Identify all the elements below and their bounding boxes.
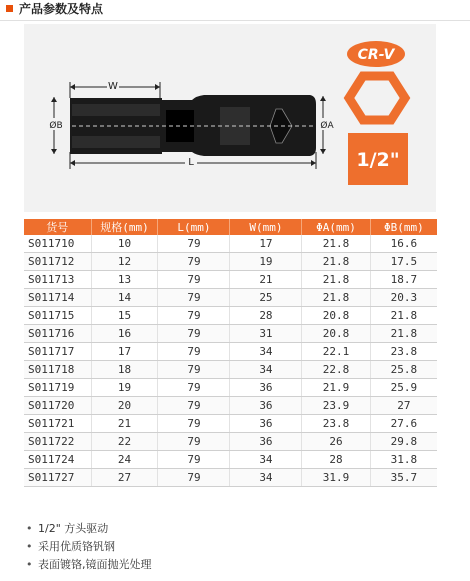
socket-drawing — [24, 24, 436, 212]
cell-size: 17 — [91, 343, 158, 361]
cell-a: 21.8 — [302, 271, 370, 289]
cell-w: 36 — [230, 433, 302, 451]
cell-a: 28 — [302, 451, 370, 469]
table-row — [24, 379, 437, 397]
feature-text: 表面镀铬,镜面抛光处理 — [38, 558, 152, 571]
cell-code: S011713 — [24, 271, 91, 289]
hexagon-icon — [349, 76, 405, 120]
cell-l: 79 — [158, 289, 230, 307]
feature-item — [24, 520, 444, 538]
cell-a: 22.1 — [302, 343, 370, 361]
feature-text: 1/2" 方头驱动 — [38, 522, 109, 535]
cell-a: 21.8 — [302, 235, 370, 253]
dim-w-label: W — [108, 81, 118, 92]
cell-w: 25 — [230, 289, 302, 307]
cell-code: S011722 — [24, 433, 91, 451]
bullet-icon: • — [26, 540, 33, 553]
cell-code: S011721 — [24, 415, 91, 433]
cell-l: 79 — [158, 325, 230, 343]
cell-size: 18 — [91, 361, 158, 379]
header-bullet-icon — [6, 5, 13, 12]
dim-a-label: ØA — [320, 121, 334, 131]
cell-b: 27.6 — [370, 415, 437, 433]
cell-b: 16.6 — [370, 235, 437, 253]
crv-badge — [347, 41, 405, 67]
cell-size: 13 — [91, 271, 158, 289]
cell-b: 29.8 — [370, 433, 437, 451]
cell-code: S011718 — [24, 361, 91, 379]
cell-a: 26 — [302, 433, 370, 451]
cell-size: 16 — [91, 325, 158, 343]
table-row — [24, 343, 437, 361]
bullet-icon: • — [26, 558, 33, 571]
bullet-icon: • — [26, 522, 33, 535]
cell-w: 31 — [230, 325, 302, 343]
col-header: L(mm) — [158, 219, 230, 235]
table-header-row — [24, 219, 437, 235]
feature-text: 采用优质铬钒钢 — [38, 540, 115, 553]
cell-b: 18.7 — [370, 271, 437, 289]
socket-body — [70, 95, 316, 156]
cell-a: 23.9 — [302, 397, 370, 415]
cell-l: 79 — [158, 433, 230, 451]
col-header: 规格(mm) — [91, 219, 158, 235]
cell-w: 34 — [230, 361, 302, 379]
cell-l: 79 — [158, 361, 230, 379]
section-title: 产品参数及特点 — [19, 2, 104, 16]
cell-code: S011719 — [24, 379, 91, 397]
cell-b: 21.8 — [370, 307, 437, 325]
cell-size: 24 — [91, 451, 158, 469]
cell-b: 21.8 — [370, 325, 437, 343]
cell-b: 25.8 — [370, 361, 437, 379]
cell-a: 31.9 — [302, 469, 370, 487]
dim-b-label: ØB — [49, 121, 63, 131]
cell-code: S011717 — [24, 343, 91, 361]
table-row — [24, 235, 437, 253]
cell-size: 14 — [91, 289, 158, 307]
table-row — [24, 325, 437, 343]
cell-a: 21.8 — [302, 253, 370, 271]
table-row — [24, 451, 437, 469]
feature-list — [24, 520, 444, 574]
cell-a: 22.8 — [302, 361, 370, 379]
cell-size: 15 — [91, 307, 158, 325]
cell-size: 22 — [91, 433, 158, 451]
col-header: ΦA(mm) — [302, 219, 370, 235]
table-row — [24, 307, 437, 325]
cell-a: 23.8 — [302, 415, 370, 433]
cell-size: 27 — [91, 469, 158, 487]
cell-l: 79 — [158, 253, 230, 271]
cell-w: 34 — [230, 469, 302, 487]
cell-b: 27 — [370, 397, 437, 415]
dim-b — [48, 97, 64, 154]
cell-code: S011715 — [24, 307, 91, 325]
dim-l-label: L — [188, 157, 194, 168]
table-row — [24, 433, 437, 451]
table-row — [24, 271, 437, 289]
cell-size: 19 — [91, 379, 158, 397]
cell-code: S011724 — [24, 451, 91, 469]
product-diagram — [24, 24, 436, 212]
table-row — [24, 415, 437, 433]
cell-w: 36 — [230, 397, 302, 415]
drive-size-badge — [348, 133, 408, 185]
cell-w: 19 — [230, 253, 302, 271]
cell-a: 20.8 — [302, 307, 370, 325]
cell-code: S011727 — [24, 469, 91, 487]
cell-b: 20.3 — [370, 289, 437, 307]
cell-b: 35.7 — [370, 469, 437, 487]
table-row — [24, 289, 437, 307]
table-row — [24, 397, 437, 415]
table-row — [24, 361, 437, 379]
table-row — [24, 469, 437, 487]
cell-l: 79 — [158, 235, 230, 253]
cell-b: 23.8 — [370, 343, 437, 361]
cell-a: 21.8 — [302, 289, 370, 307]
cell-code: S011716 — [24, 325, 91, 343]
cell-l: 79 — [158, 343, 230, 361]
spec-table — [24, 219, 437, 487]
cell-size: 10 — [91, 235, 158, 253]
col-header: 货号 — [24, 219, 91, 235]
cell-a: 20.8 — [302, 325, 370, 343]
cell-b: 31.8 — [370, 451, 437, 469]
cell-a: 21.9 — [302, 379, 370, 397]
cell-w: 21 — [230, 271, 302, 289]
cell-w: 28 — [230, 307, 302, 325]
cell-b: 25.9 — [370, 379, 437, 397]
section-header — [0, 0, 470, 21]
cell-w: 17 — [230, 235, 302, 253]
cell-b: 17.5 — [370, 253, 437, 271]
cell-l: 79 — [158, 469, 230, 487]
cell-w: 34 — [230, 343, 302, 361]
cell-size: 20 — [91, 397, 158, 415]
cell-code: S011710 — [24, 235, 91, 253]
cell-w: 34 — [230, 451, 302, 469]
cell-l: 79 — [158, 415, 230, 433]
cell-l: 79 — [158, 307, 230, 325]
drive-size-text: 1/2" — [356, 149, 400, 171]
cell-code: S011714 — [24, 289, 91, 307]
feature-item — [24, 538, 444, 556]
cell-l: 79 — [158, 397, 230, 415]
cell-code: S011712 — [24, 253, 91, 271]
cell-size: 21 — [91, 415, 158, 433]
table-row — [24, 253, 437, 271]
dim-a — [319, 96, 335, 154]
cell-w: 36 — [230, 415, 302, 433]
col-header: ΦB(mm) — [370, 219, 437, 235]
cell-size: 12 — [91, 253, 158, 271]
crv-text: CR-V — [357, 47, 395, 63]
col-header: W(mm) — [230, 219, 302, 235]
cell-l: 79 — [158, 451, 230, 469]
cell-code: S011720 — [24, 397, 91, 415]
cell-l: 79 — [158, 271, 230, 289]
dim-w — [70, 79, 160, 98]
feature-item — [24, 556, 444, 574]
cell-l: 79 — [158, 379, 230, 397]
cell-w: 36 — [230, 379, 302, 397]
